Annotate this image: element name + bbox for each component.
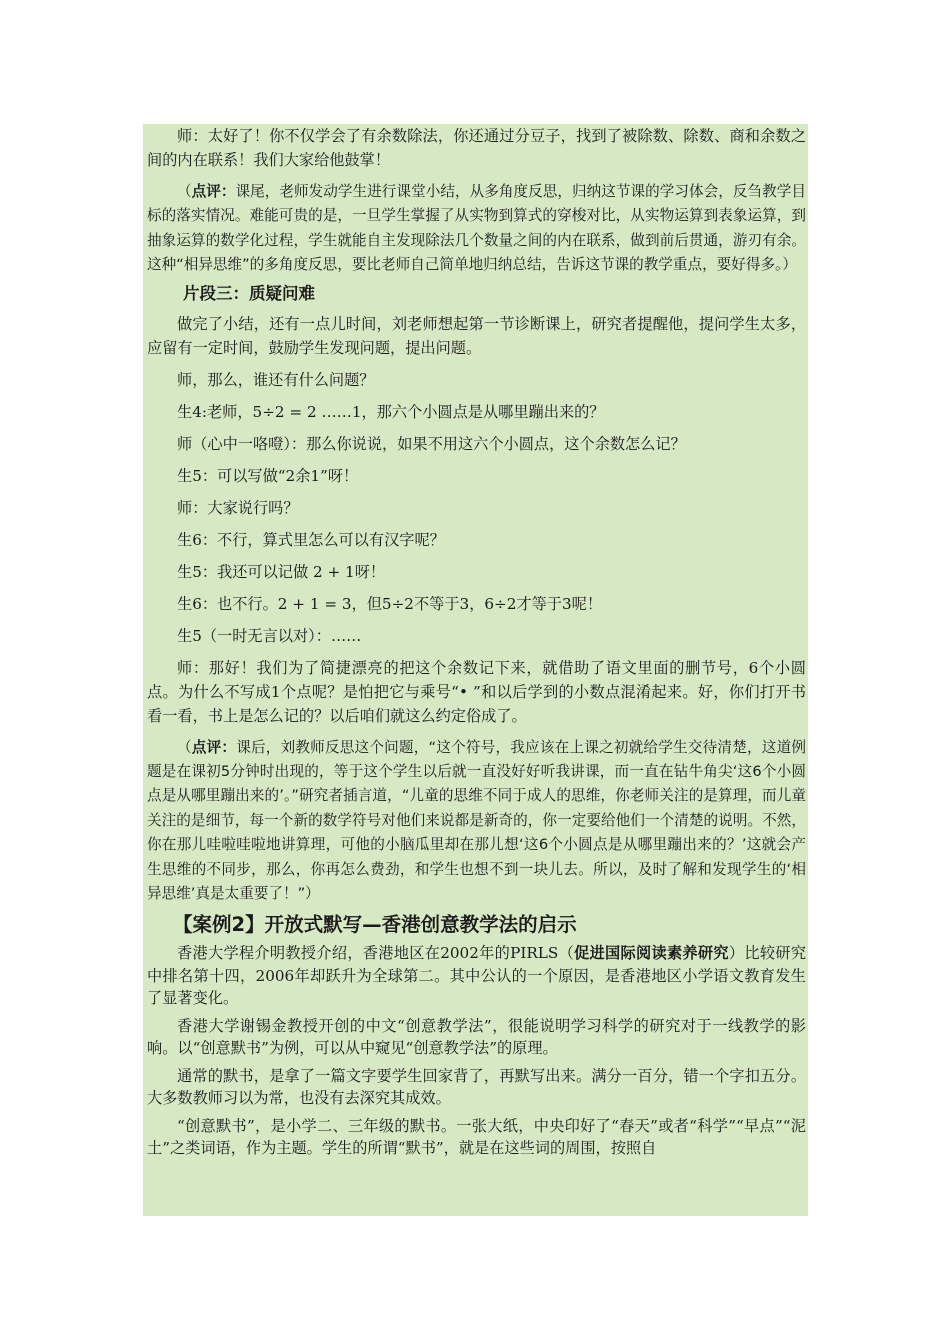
comment-open-paren: （ <box>177 738 192 756</box>
comment-text: 课尾，老师发动学生进行课堂小结，从多角度反思，归纳这节课的学习体会，反刍教学目标的落实情况。难能可贵的是，一旦学生掌握了从实物到算式的穿梭对比，从实物运算到表象运算，到抽象运算的数学化过程，学生就能自主发现除法几个数量之间的内在联系，做到前后贯通，游刃有余。这种“相异思维”的多角度反思，要比老师自己简单地归纳总结，告诉这节课的教学重点，要好得多。） <box>147 183 806 274</box>
paragraph-pirls <box>147 942 806 1010</box>
text-run: 香港大学程介明教授介绍，香港地区在2002年的PIRLS（ <box>177 944 575 963</box>
dialogue-line: 师，那么，谁还有什么问题？ <box>177 370 375 389</box>
document-body <box>143 124 808 1160</box>
case-heading-2: 【案例2】开放式默写—香港创意教学法的启示 <box>173 913 577 937</box>
dialogue-line: 生5（一时无言以对）：…… <box>177 626 362 645</box>
dialogue-line: 生4:老师，5÷2 = 2 ……1，那六个小圆点是从哪里蹦出来的？ <box>177 402 605 421</box>
comment-text: 课后，刘教师反思这个问题，“这个符号，我应该在上课之初就给学生交待清楚，这道例题是在课初5分钟时出现的，等于这个学生以后就一直没好好听我讲课，而一直在钻牛角尖‘这6个小圆点是从哪里蹦出来的’。”研究者插言道，“儿童的思维不同于成人的思维，你老师关注的是算理，而儿童关注的是细节，每一个新的数学符号对他们来说都是新奇的，你一定要给他们一个清楚的说明。不然，你在那儿哇啦哇啦地讲算理，可他的小脑瓜里却在那儿想‘这6个小圆点是从哪里蹦出来的？’这就会产生思维的不同步，那么，你再怎么费劲，和学生也想不到一块儿去。所以，及时了解和发现学生的‘相异思维’真是太重要了！”） <box>147 738 806 903</box>
paragraph-summary: 做完了小结，还有一点儿时间，刘老师想起第一节诊断课上，研究者提醒他，提问学生太多，应留有一定时间，鼓励学生发现问题，提出问题。 <box>147 314 806 357</box>
comment-block-2 <box>147 736 806 907</box>
section-heading-segment-3: 片段三：质疑问难 <box>183 283 315 303</box>
comment-tag: 点评： <box>191 183 236 200</box>
document-page <box>143 124 808 1216</box>
paragraph-creative-dictation: “创意默书”，是小学二、三年级的默书。一张大纸，中央印好了“春天”或者“科学”“早点”“泥土”之类词语，作为主题。学生的所谓“默书”，就是在这些词的周围，按照自 <box>147 1116 806 1158</box>
text-run: ）比较研究中排名第十四，2006年却跃升为全球第二。其中公认的一个原因，是香港地区小学语文教育发生了显著变化。 <box>147 944 807 1008</box>
dialogue-line: 生6：不行，算式里怎么可以有汉字呢？ <box>177 530 445 549</box>
dialogue-line: 师（心中一咯噔）：那么你说说，如果不用这六个小圆点，这个余数怎么记？ <box>177 434 686 453</box>
comment-tag: 点评： <box>191 738 237 756</box>
dialogue-line: 师：大家说行吗？ <box>177 498 299 517</box>
bold-text-run: 促进国际阅读素养研究 <box>574 944 729 963</box>
teacher-explanation-paragraph: 师：那好！我们为了简捷漂亮的把这个余数记下来，就借助了语文里面的删节号，6个小圆点。为什么不写成1个点呢？是怕把它与乘号“• ”和以后学到的小数点混淆起来。好，你们打开书看一看，书上是怎么记的？以后咱们就这么约定俗成了。 <box>147 658 806 725</box>
dialogue-line: 生5：我还可以记做 2 + 1呀！ <box>177 562 386 581</box>
comment-open-paren: （ <box>177 183 192 200</box>
paragraph-dictation: 通常的默书，是拿了一篇文字要学生回家背了，再默写出来。满分一百分，错一个字扣五分。大多数教师习以为常，也没有去深究其成效。 <box>147 1066 806 1108</box>
teacher-praise-paragraph: 师：太好了！你不仅学会了有余数除法，你还通过分豆子，找到了被除数、除数、商和余数之间的内在联系！我们大家给他鼓掌！ <box>147 127 806 169</box>
dialogue-line: 生5：可以写做“2余1”呀！ <box>177 466 359 485</box>
comment-block-1 <box>147 180 806 278</box>
dialogue-line: 生6：也不行。2 + 1 = 3，但5÷2不等于3，6÷2才等于3呢！ <box>177 594 603 613</box>
paragraph-creative-method: 香港大学谢锡金教授开创的中文“创意教学法”，很能说明学习科学的研究对于一线教学的影响。以“创意默书”为例，可以从中窥见“创意教学法”的原理。 <box>147 1016 806 1058</box>
